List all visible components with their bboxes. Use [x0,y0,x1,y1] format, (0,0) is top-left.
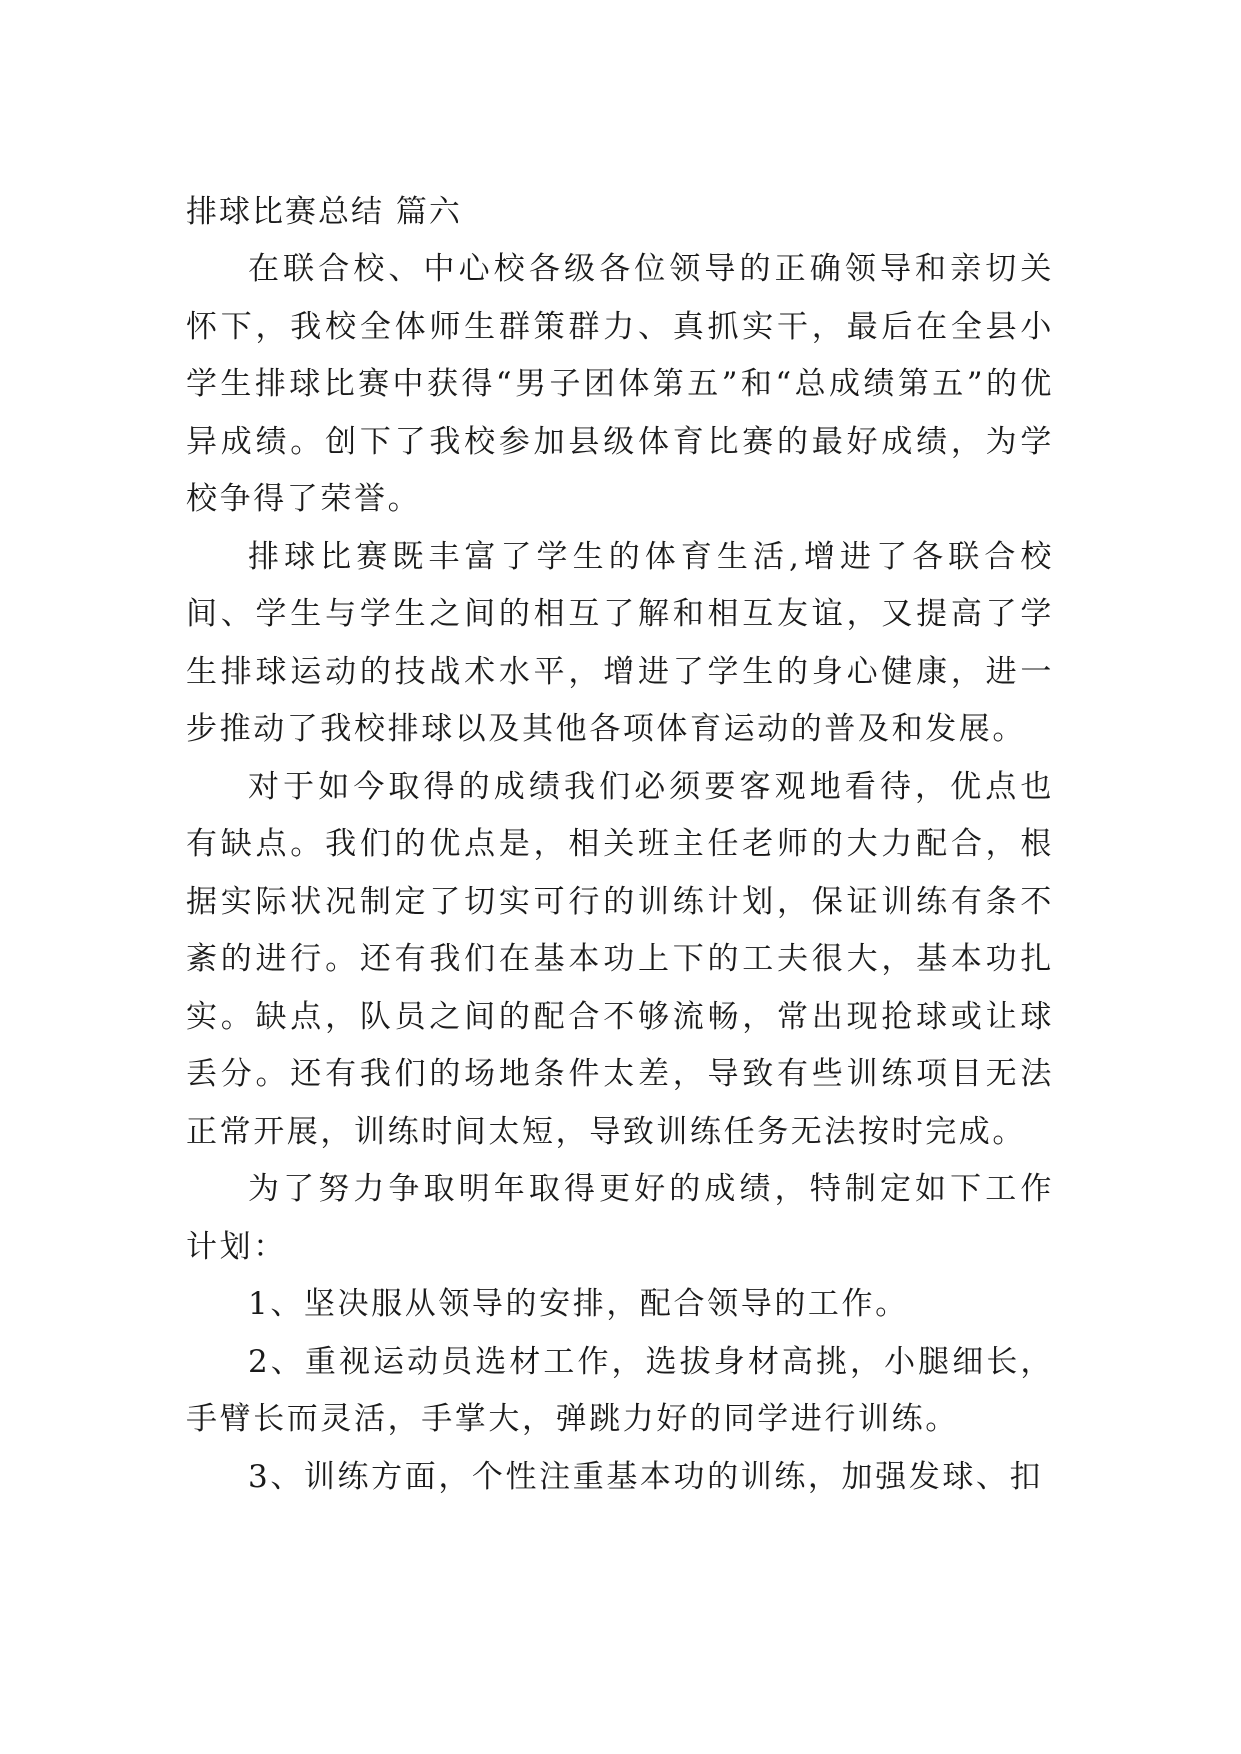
plan-item-3: 3、训练方面，个性注重基本功的训练，加强发球、扣 [248,1458,1044,1495]
paragraph-1: 在联合校、中心校各级各位领导的正确领导和亲切关怀下，我校全体师生群策群力、真抓实干，最后在全县小学生排球比赛中获得“男子团体第五”和“总成绩第五”的优异成绩。创下了我校参加县级体育比赛的最好成绩，为学校争得了荣誉。 [186,251,1054,517]
plan-item-1: 1、坚决服从领导的安排，配合领导的工作。 [248,1286,909,1322]
plan-item-2: 2、重视运动员选材工作，选拔身材高挑，小腿细长，手臂长而灵活，手掌大，弹跳力好的同学进行训练。 [186,1343,1054,1437]
paragraph-3: 对于如今取得的成绩我们必须要客观地看待，优点也有缺点。我们的优点是，相关班主任老师的大力配合，根据实际状况制定了切实可行的训练计划，保证训练有条不紊的进行。还有我们在基本功上下的工夫很大，基本功扎实。缺点，队员之间的配合不够流畅，常出现抢球或让球丢分。还有我们的场地条件太差，导致有些训练项目无法正常开展，训练时间太短，导致训练任务无法按时完成。 [186,768,1054,1150]
paragraph-4: 为了努力争取明年取得更好的成绩，特制定如下工作计划： [186,1171,1054,1265]
paragraph-2: 排球比赛既丰富了学生的体育生活,增进了各联合校间、学生与学生之间的相互了解和相互友谊，又提高了学生排球运动的技战术水平，增进了学生的身心健康，进一步推动了我校排球以及其他各项体育运动的普及和发展。 [186,538,1054,747]
document-title: 排球比赛总结 篇六 [186,194,462,230]
document-body [186,183,1054,1506]
